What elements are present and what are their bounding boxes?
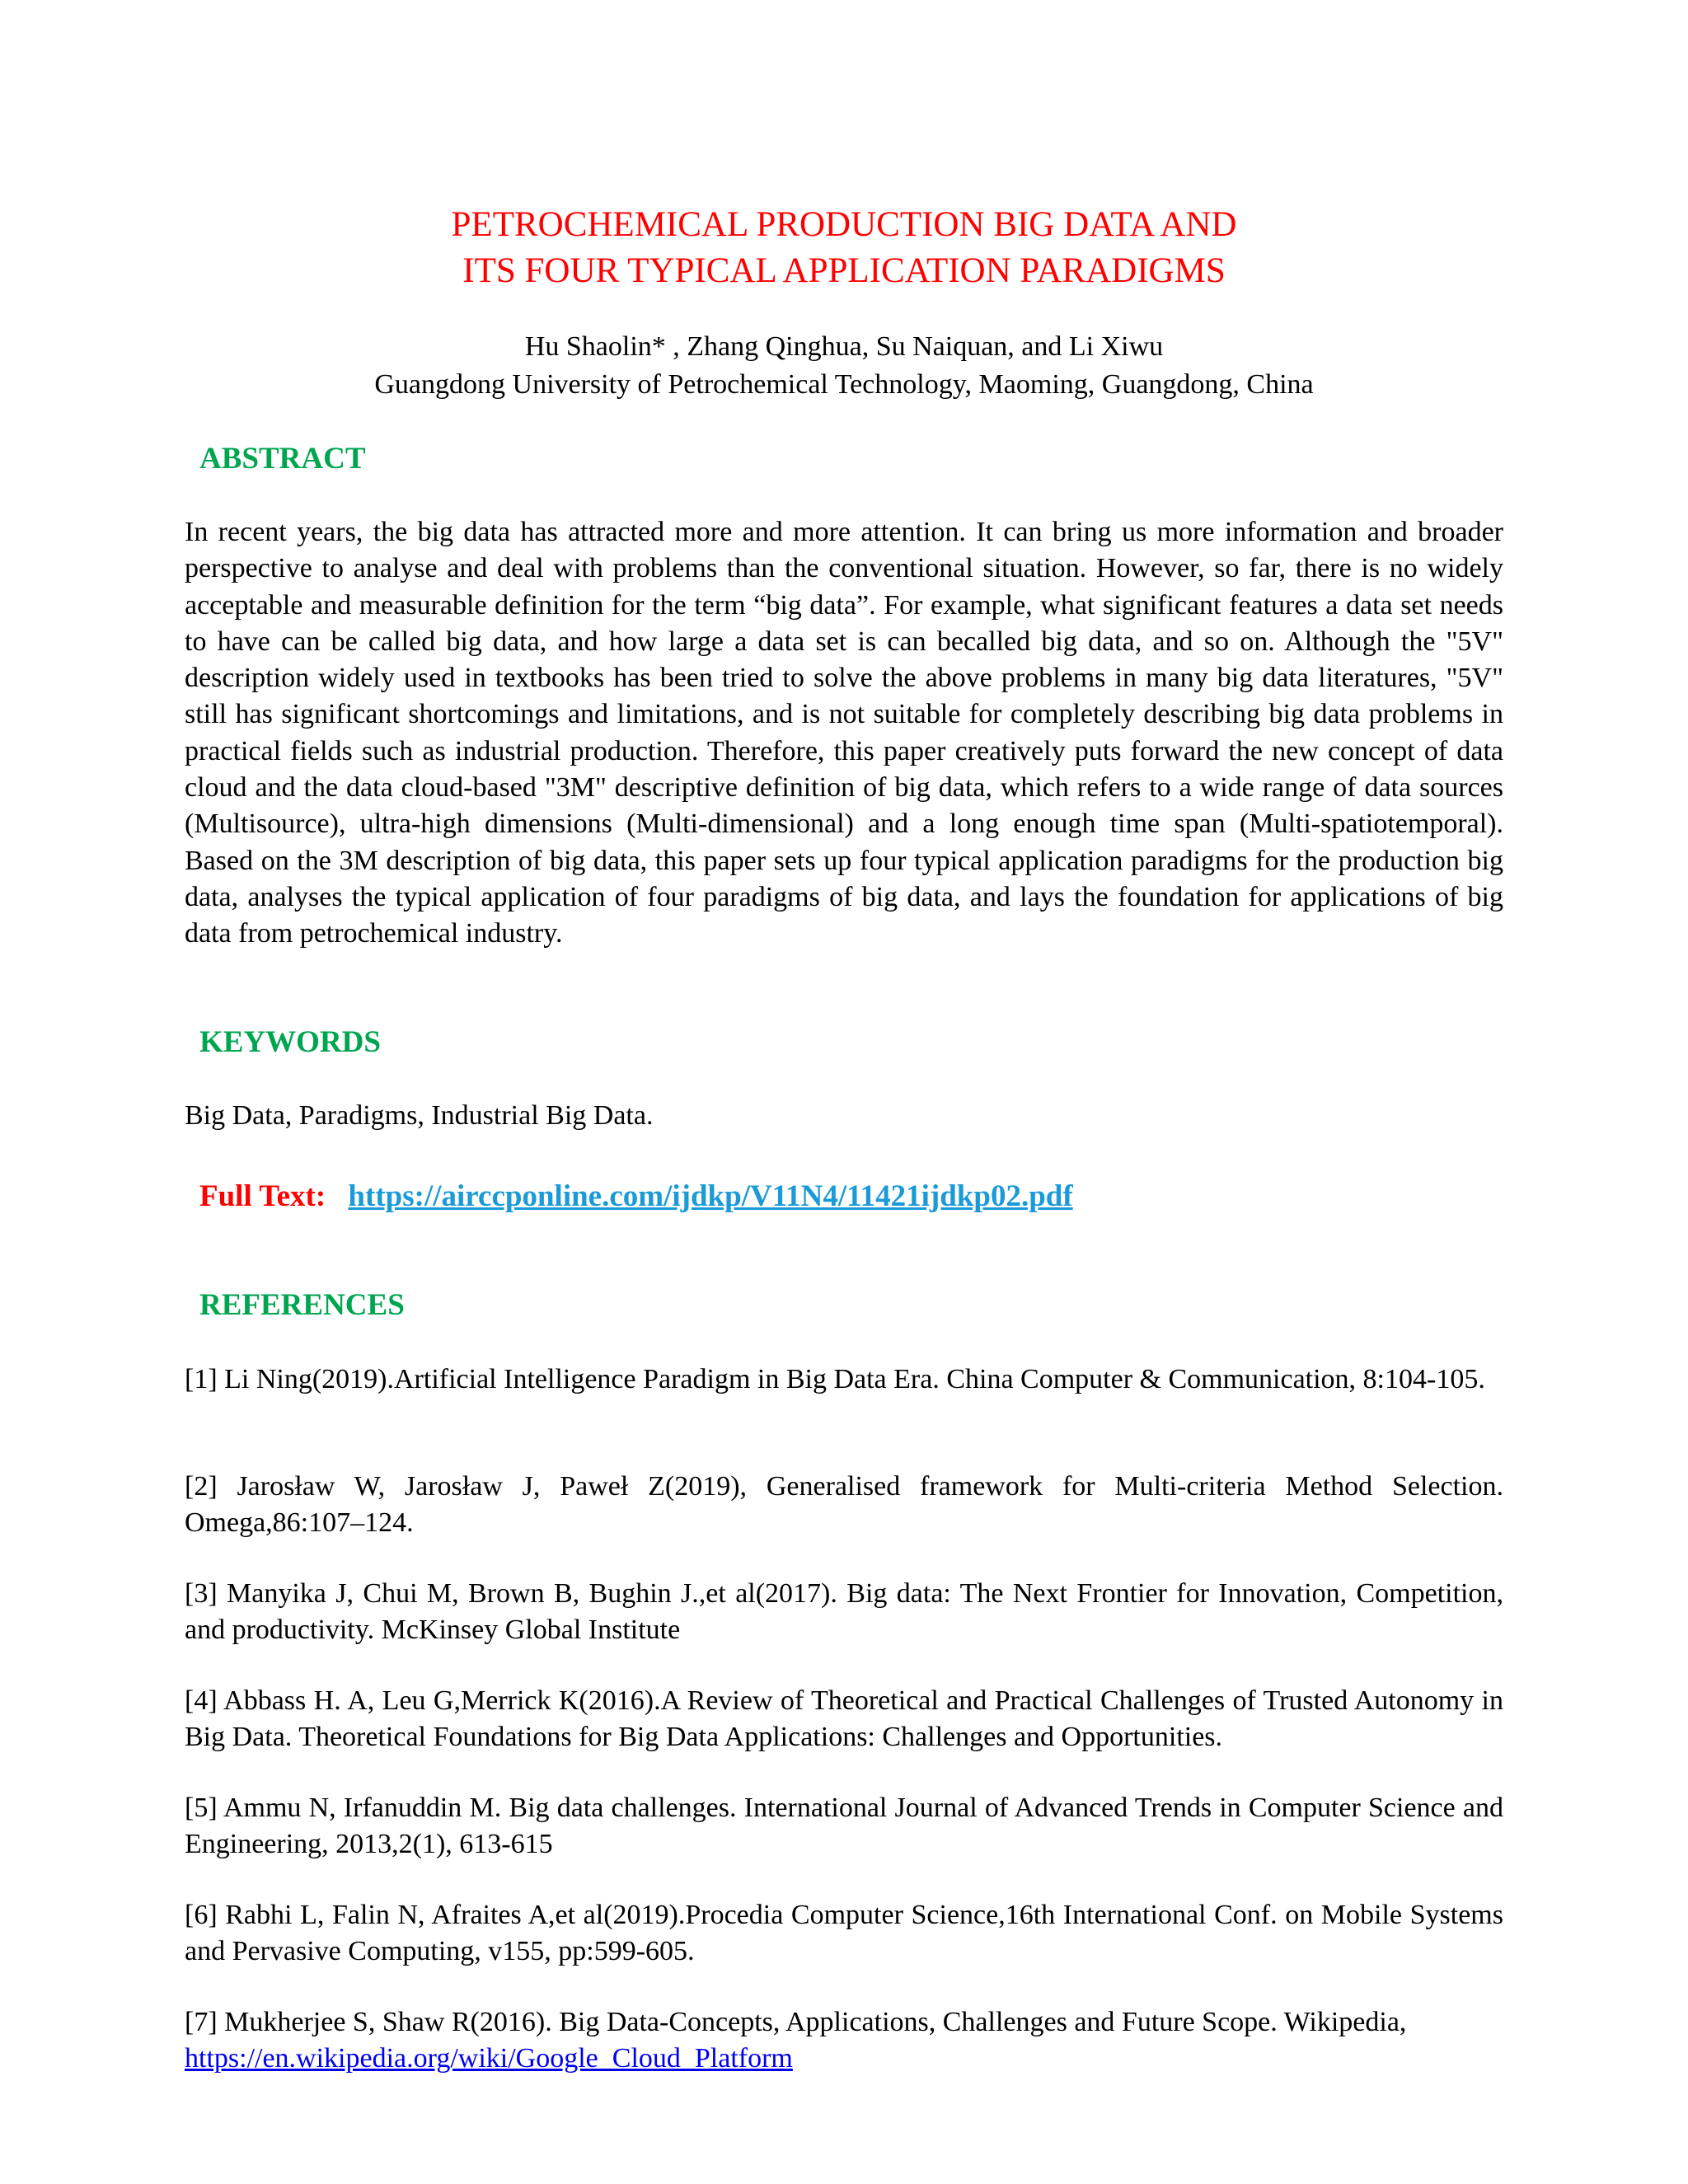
paper-title-line-1: PETROCHEMICAL PRODUCTION BIG DATA AND [451, 205, 1237, 244]
abstract-heading: ABSTRACT [199, 442, 366, 476]
keywords-heading: KEYWORDS [199, 1025, 381, 1059]
reference-item-7 [185, 2004, 1503, 2077]
full-text-label: Full Text: [199, 1179, 326, 1213]
reference-item-7-text: [7] Mukherjee S, Shaw R(2016). Big Data-Concepts, Applications, Challenges and Future Scope. Wikipedia, [185, 2007, 1407, 2037]
references-heading: REFERENCES [199, 1288, 405, 1322]
author-names: Hu Shaolin* , Zhang Qinghua, Su Naiquan, and Li Xiwu [524, 331, 1164, 362]
full-text-link[interactable]: https://airccponline.com/ijdkp/V11N4/11421ijdkp02.pdf [348, 1179, 1073, 1213]
author-block [0, 328, 1688, 404]
abstract-text: In recent years, the big data has attracted more and more attention. It can bring us more information and broader perspective to analyse and deal with problems than the conventional situation. However, so far, there is no widely acceptable and measurable definition for the term “big data”. For example, what significant features a data set needs to have can be called big data, and how large a data set is can becalled big data, and so on. Although the "5V" description widely used in textbooks has been tried to solve the above problems in many big data literatures, "5V" still has significant shortcomings and limitations, and is not suitable for completely describing big data problems in practical fields such as industrial production. Therefore, this paper creatively puts forward the new concept of data cloud and the data cloud-based "3M" descriptive definition of big data, which refers to a wide range of data sources (Multisource), ultra-high dimensions (Multi-dimensional) and a long enough time span (Multi-spatiotemporal). Based on the 3M description of big data, this paper sets up four typical application paradigms for the production big data, analyses the typical application of four paradigms of big data, and lays the foundation for applications of big data from petrochemical industry. [185, 517, 1503, 949]
author-affiliation: Guangdong University of Petrochemical Technology, Maoming, Guangdong, China [374, 369, 1314, 400]
reference-item-4: [4] Abbass H. A, Leu G,Merrick K(2016).A Review of Theoretical and Practical Challenges of Trusted Autonomy in Big Data. Theoretical Foundations for Big Data Applications: Challenges and Opportunities. [185, 1685, 1503, 1752]
reference-item-7-link[interactable]: https://en.wikipedia.org/wiki/Google_Cloud_Platform [185, 2043, 793, 2074]
reference-item-2: [2] Jarosław W, Jarosław J, Paweł Z(2019), Generalised framework for Multi-criteria Method Selection. Omega,86:107–124. [185, 1471, 1503, 1538]
keywords-text: Big Data, Paradigms, Industrial Big Data. [185, 1100, 654, 1131]
reference-item-1: [1] Li Ning(2019).Artificial Intelligence Paradigm in Big Data Era. China Computer & Communication, 8:104-105. [185, 1364, 1485, 1394]
paper-title [0, 202, 1688, 294]
reference-item-6: [6] Rabhi L, Falin N, Afraites A,et al(2019).Procedia Computer Science,16th International Conf. on Mobile Systems and Pervasive Computing, v155, pp:599-605. [185, 1900, 1503, 1966]
reference-item-5: [5] Ammu N, Irfanuddin M. Big data challenges. International Journal of Advanced Trends in Computer Science and Engineering, 2013,2(1), 613-615 [185, 1793, 1503, 1859]
paper-title-line-2: ITS FOUR TYPICAL APPLICATION PARADIGMS [462, 251, 1226, 290]
full-text-line [199, 1179, 1073, 1214]
reference-item-3: [3] Manyika J, Chui M, Brown B, Bughin J.,et al(2017). Big data: The Next Frontier for Innovation, Competition, and productivity. McKinsey Global Institute [185, 1578, 1503, 1645]
